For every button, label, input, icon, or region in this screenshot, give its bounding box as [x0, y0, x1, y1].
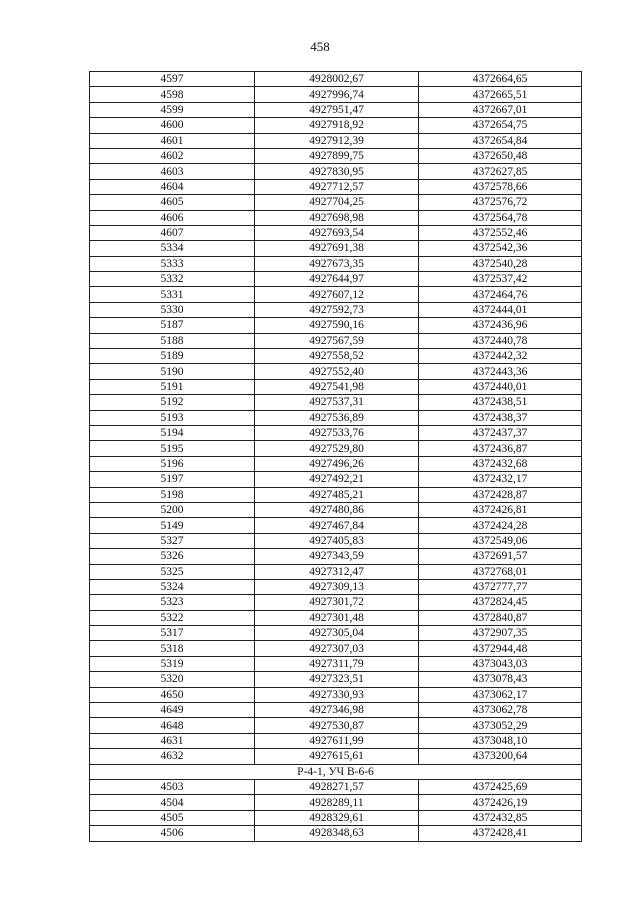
- section-row-group: [90, 764, 582, 779]
- table-row: [90, 179, 582, 194]
- x-coordinate-cell: 4928271,57: [255, 779, 419, 794]
- table-row: [90, 148, 582, 163]
- table-row: [90, 333, 582, 348]
- table-row: [90, 349, 582, 364]
- point-number-cell: 5197: [90, 472, 255, 487]
- x-coordinate-cell: 4927312,47: [255, 564, 419, 579]
- table-row: [90, 318, 582, 333]
- table-row: [90, 564, 582, 579]
- x-coordinate-cell: 4927301,72: [255, 595, 419, 610]
- point-number-cell: 5196: [90, 456, 255, 471]
- x-coordinate-cell: 4927467,84: [255, 518, 419, 533]
- table-row: [90, 225, 582, 240]
- point-number-cell: 4601: [90, 133, 255, 148]
- section-row: [90, 764, 582, 779]
- point-number-cell: 5331: [90, 287, 255, 302]
- y-coordinate-cell: 4372667,01: [419, 102, 582, 117]
- point-number-cell: 5318: [90, 641, 255, 656]
- table-row: [90, 87, 582, 102]
- y-coordinate-cell: 4373043,03: [419, 656, 582, 671]
- point-number-cell: 4506: [90, 826, 255, 841]
- table-row: [90, 810, 582, 825]
- x-coordinate-cell: 4927558,52: [255, 349, 419, 364]
- y-coordinate-cell: 4372691,57: [419, 549, 582, 564]
- y-coordinate-cell: 4372944,48: [419, 641, 582, 656]
- table-row: [90, 703, 582, 718]
- x-coordinate-cell: 4927485,21: [255, 487, 419, 502]
- point-number-cell: 4504: [90, 795, 255, 810]
- table-row: [90, 133, 582, 148]
- table-row: [90, 102, 582, 117]
- point-number-cell: 5195: [90, 441, 255, 456]
- point-number-cell: 4503: [90, 779, 255, 794]
- x-coordinate-cell: 4927405,83: [255, 533, 419, 548]
- x-coordinate-cell: 4927996,74: [255, 87, 419, 102]
- table-row: [90, 272, 582, 287]
- point-number-cell: 5326: [90, 549, 255, 564]
- y-coordinate-cell: 4372432,68: [419, 456, 582, 471]
- table-row: [90, 641, 582, 656]
- y-coordinate-cell: 4372426,19: [419, 795, 582, 810]
- y-coordinate-cell: 4372907,35: [419, 626, 582, 641]
- point-number-cell: 4604: [90, 179, 255, 194]
- x-coordinate-cell: 4928002,67: [255, 72, 419, 87]
- point-number-cell: 4602: [90, 148, 255, 163]
- point-number-cell: 4650: [90, 687, 255, 702]
- x-coordinate-cell: 4927480,86: [255, 502, 419, 517]
- table-row: [90, 656, 582, 671]
- point-number-cell: 5192: [90, 395, 255, 410]
- point-number-cell: 4605: [90, 195, 255, 210]
- x-coordinate-cell: 4927644,97: [255, 272, 419, 287]
- y-coordinate-cell: 4372428,41: [419, 826, 582, 841]
- point-number-cell: 5325: [90, 564, 255, 579]
- y-coordinate-cell: 4373078,43: [419, 672, 582, 687]
- point-number-cell: 4648: [90, 718, 255, 733]
- point-number-cell: 5334: [90, 241, 255, 256]
- x-coordinate-cell: 4927590,16: [255, 318, 419, 333]
- y-coordinate-cell: 4372432,17: [419, 472, 582, 487]
- point-number-cell: 4603: [90, 164, 255, 179]
- point-number-cell: 4598: [90, 87, 255, 102]
- y-coordinate-cell: 4372428,87: [419, 487, 582, 502]
- point-number-cell: 4631: [90, 733, 255, 748]
- y-coordinate-cell: 4372425,69: [419, 779, 582, 794]
- table-row: [90, 672, 582, 687]
- y-coordinate-cell: 4372549,06: [419, 533, 582, 548]
- x-coordinate-cell: 4927536,89: [255, 410, 419, 425]
- table-row: [90, 256, 582, 271]
- x-coordinate-cell: 4927951,47: [255, 102, 419, 117]
- point-number-cell: 4597: [90, 72, 255, 87]
- y-coordinate-cell: 4372664,65: [419, 72, 582, 87]
- y-coordinate-cell: 4372464,76: [419, 287, 582, 302]
- table-row: [90, 379, 582, 394]
- y-coordinate-cell: 4373052,29: [419, 718, 582, 733]
- point-number-cell: 5319: [90, 656, 255, 671]
- point-number-cell: 5190: [90, 364, 255, 379]
- y-coordinate-cell: 4372654,75: [419, 118, 582, 133]
- table-row: [90, 518, 582, 533]
- table-row: [90, 733, 582, 748]
- x-coordinate-cell: 4927918,92: [255, 118, 419, 133]
- x-coordinate-cell: 4927529,80: [255, 441, 419, 456]
- table-row: [90, 579, 582, 594]
- table-row: [90, 687, 582, 702]
- y-coordinate-cell: 4372840,87: [419, 610, 582, 625]
- coordinates-table-body-section: [90, 779, 582, 841]
- table-row: [90, 595, 582, 610]
- point-number-cell: 5198: [90, 487, 255, 502]
- y-coordinate-cell: 4373062,17: [419, 687, 582, 702]
- point-number-cell: 5320: [90, 672, 255, 687]
- y-coordinate-cell: 4372424,28: [419, 518, 582, 533]
- x-coordinate-cell: 4927693,54: [255, 225, 419, 240]
- table-row: [90, 195, 582, 210]
- table-row: [90, 456, 582, 471]
- x-coordinate-cell: 4927343,59: [255, 549, 419, 564]
- y-coordinate-cell: 4373200,64: [419, 749, 582, 764]
- table-row: [90, 472, 582, 487]
- y-coordinate-cell: 4372627,85: [419, 164, 582, 179]
- x-coordinate-cell: 4927305,04: [255, 626, 419, 641]
- y-coordinate-cell: 4372440,78: [419, 333, 582, 348]
- table-row: [90, 395, 582, 410]
- y-coordinate-cell: 4372436,96: [419, 318, 582, 333]
- point-number-cell: 5194: [90, 425, 255, 440]
- point-number-cell: 5322: [90, 610, 255, 625]
- table-row: [90, 210, 582, 225]
- table-row: [90, 287, 582, 302]
- point-number-cell: 4505: [90, 810, 255, 825]
- x-coordinate-cell: 4927615,61: [255, 749, 419, 764]
- table-row: [90, 549, 582, 564]
- point-number-cell: 5188: [90, 333, 255, 348]
- y-coordinate-cell: 4372540,28: [419, 256, 582, 271]
- y-coordinate-cell: 4372438,51: [419, 395, 582, 410]
- point-number-cell: 5187: [90, 318, 255, 333]
- table-row: [90, 410, 582, 425]
- point-number-cell: 4606: [90, 210, 255, 225]
- point-number-cell: 5333: [90, 256, 255, 271]
- x-coordinate-cell: 4927541,98: [255, 379, 419, 394]
- point-number-cell: 5149: [90, 518, 255, 533]
- point-number-cell: 4607: [90, 225, 255, 240]
- y-coordinate-cell: 4372650,48: [419, 148, 582, 163]
- point-number-cell: 5191: [90, 379, 255, 394]
- x-coordinate-cell: 4927346,98: [255, 703, 419, 718]
- y-coordinate-cell: 4372768,01: [419, 564, 582, 579]
- x-coordinate-cell: 4927607,12: [255, 287, 419, 302]
- x-coordinate-cell: 4927611,99: [255, 733, 419, 748]
- point-number-cell: 4649: [90, 703, 255, 718]
- y-coordinate-cell: 4372564,78: [419, 210, 582, 225]
- table-row: [90, 241, 582, 256]
- y-coordinate-cell: 4372440,01: [419, 379, 582, 394]
- x-coordinate-cell: 4928329,61: [255, 810, 419, 825]
- table-row: [90, 826, 582, 841]
- point-number-cell: 4632: [90, 749, 255, 764]
- table-row: [90, 164, 582, 179]
- table-row: [90, 364, 582, 379]
- point-number-cell: 5189: [90, 349, 255, 364]
- y-coordinate-cell: 4372578,66: [419, 179, 582, 194]
- x-coordinate-cell: 4927552,40: [255, 364, 419, 379]
- x-coordinate-cell: 4927309,13: [255, 579, 419, 594]
- y-coordinate-cell: 4372537,42: [419, 272, 582, 287]
- y-coordinate-cell: 4372442,32: [419, 349, 582, 364]
- y-coordinate-cell: 4372665,51: [419, 87, 582, 102]
- x-coordinate-cell: 4927712,57: [255, 179, 419, 194]
- x-coordinate-cell: 4927912,39: [255, 133, 419, 148]
- table-row: [90, 72, 582, 87]
- y-coordinate-cell: 4372576,72: [419, 195, 582, 210]
- y-coordinate-cell: 4372542,36: [419, 241, 582, 256]
- x-coordinate-cell: 4927698,98: [255, 210, 419, 225]
- point-number-cell: 5327: [90, 533, 255, 548]
- table-row: [90, 749, 582, 764]
- section-label: Р-4-1, УЧ В-6-6: [90, 764, 582, 779]
- x-coordinate-cell: 4927530,87: [255, 718, 419, 733]
- x-coordinate-cell: 4927704,25: [255, 195, 419, 210]
- y-coordinate-cell: 4372426,81: [419, 502, 582, 517]
- y-coordinate-cell: 4372444,01: [419, 302, 582, 317]
- y-coordinate-cell: 4372824,45: [419, 595, 582, 610]
- table-row: [90, 626, 582, 641]
- x-coordinate-cell: 4927537,31: [255, 395, 419, 410]
- x-coordinate-cell: 4927330,93: [255, 687, 419, 702]
- x-coordinate-cell: 4927307,03: [255, 641, 419, 656]
- table-row: [90, 718, 582, 733]
- x-coordinate-cell: 4927592,73: [255, 302, 419, 317]
- y-coordinate-cell: 4372777,77: [419, 579, 582, 594]
- x-coordinate-cell: 4927691,38: [255, 241, 419, 256]
- point-number-cell: 5324: [90, 579, 255, 594]
- y-coordinate-cell: 4372552,46: [419, 225, 582, 240]
- y-coordinate-cell: 4372438,37: [419, 410, 582, 425]
- y-coordinate-cell: 4372432,85: [419, 810, 582, 825]
- table-row: [90, 610, 582, 625]
- y-coordinate-cell: 4373062,78: [419, 703, 582, 718]
- table-row: [90, 118, 582, 133]
- x-coordinate-cell: 4927311,79: [255, 656, 419, 671]
- x-coordinate-cell: 4927673,35: [255, 256, 419, 271]
- table-row: [90, 779, 582, 794]
- point-number-cell: 5193: [90, 410, 255, 425]
- point-number-cell: 4599: [90, 102, 255, 117]
- x-coordinate-cell: 4927301,48: [255, 610, 419, 625]
- table-row: [90, 302, 582, 317]
- page-number: 458: [310, 39, 330, 54]
- table-row: [90, 487, 582, 502]
- y-coordinate-cell: 4372654,84: [419, 133, 582, 148]
- x-coordinate-cell: 4927830,95: [255, 164, 419, 179]
- y-coordinate-cell: 4372443,36: [419, 364, 582, 379]
- x-coordinate-cell: 4927496,26: [255, 456, 419, 471]
- table-row: [90, 795, 582, 810]
- x-coordinate-cell: 4927323,51: [255, 672, 419, 687]
- table-row: [90, 441, 582, 456]
- point-number-cell: 5330: [90, 302, 255, 317]
- table-row: [90, 502, 582, 517]
- x-coordinate-cell: 4927492,21: [255, 472, 419, 487]
- x-coordinate-cell: 4927533,76: [255, 425, 419, 440]
- table-row: [90, 425, 582, 440]
- point-number-cell: 5323: [90, 595, 255, 610]
- point-number-cell: 5317: [90, 626, 255, 641]
- y-coordinate-cell: 4372436,87: [419, 441, 582, 456]
- point-number-cell: 4600: [90, 118, 255, 133]
- x-coordinate-cell: 4928348,63: [255, 826, 419, 841]
- table-row: [90, 533, 582, 548]
- x-coordinate-cell: 4927899,75: [255, 148, 419, 163]
- x-coordinate-cell: 4927567,59: [255, 333, 419, 348]
- x-coordinate-cell: 4928289,11: [255, 795, 419, 810]
- coordinates-table-body: [90, 72, 582, 765]
- y-coordinate-cell: 4372437,37: [419, 425, 582, 440]
- coordinates-table: [89, 71, 582, 842]
- y-coordinate-cell: 4373048,10: [419, 733, 582, 748]
- point-number-cell: 5332: [90, 272, 255, 287]
- point-number-cell: 5200: [90, 502, 255, 517]
